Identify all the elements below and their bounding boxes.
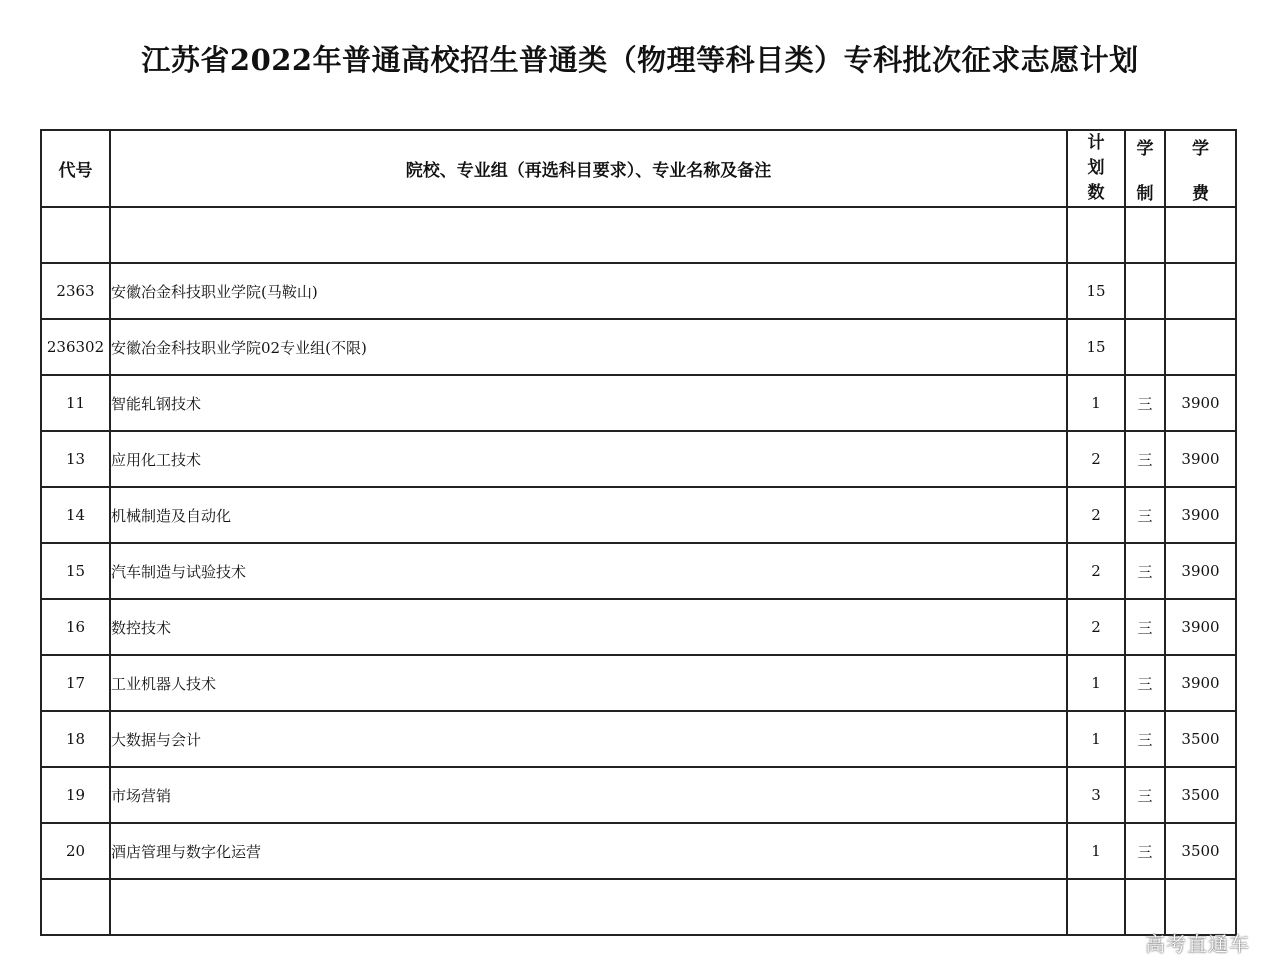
cell-fee: 3900 <box>1165 543 1236 599</box>
header-plan <box>1067 130 1125 207</box>
cell-name <box>110 207 1067 263</box>
header-code: 代号 <box>41 130 110 207</box>
table-row <box>41 823 1236 879</box>
cell-years: 三 <box>1125 767 1165 823</box>
table-row <box>41 655 1236 711</box>
cell-name: 汽车制造与试验技术 <box>110 543 1067 599</box>
header-years-char: 制 <box>1136 183 1154 204</box>
table-row <box>41 711 1236 767</box>
cell-plan: 3 <box>1067 767 1125 823</box>
cell-fee <box>1165 207 1236 263</box>
cell-plan: 1 <box>1067 655 1125 711</box>
cell-name: 安徽冶金科技职业学院02专业组(不限) <box>110 319 1067 375</box>
cell-name: 应用化工技术 <box>110 431 1067 487</box>
header-fee <box>1165 130 1236 207</box>
cell-plan: 15 <box>1067 263 1125 319</box>
cell-name: 智能轧钢技术 <box>110 375 1067 431</box>
cell-plan: 2 <box>1067 431 1125 487</box>
cell-code: 16 <box>41 599 110 655</box>
cell-code: 11 <box>41 375 110 431</box>
page-title: 江苏省2022年普通高校招生普通类（物理等科目类）专科批次征求志愿计划 <box>141 43 1139 77</box>
cell-code: 2363 <box>41 263 110 319</box>
table-row <box>41 319 1236 375</box>
cell-name: 机械制造及自动化 <box>110 487 1067 543</box>
header-name: 院校、专业组（再选科目要求）、专业名称及备注 <box>110 130 1067 207</box>
cell-code: 19 <box>41 767 110 823</box>
cell-name: 数控技术 <box>110 599 1067 655</box>
header-years <box>1125 130 1165 207</box>
watermark: 高考直通车 <box>1145 932 1250 956</box>
cell-fee: 3900 <box>1165 375 1236 431</box>
cell-plan <box>1067 879 1125 935</box>
table-row <box>41 263 1236 319</box>
cell-years: 三 <box>1125 431 1165 487</box>
table-row <box>41 375 1236 431</box>
header-fee-char: 学 <box>1192 138 1209 159</box>
cell-name <box>110 879 1067 935</box>
cell-name: 市场营销 <box>110 767 1067 823</box>
cell-fee: 3900 <box>1165 431 1236 487</box>
cell-years <box>1125 319 1165 375</box>
cell-years: 三 <box>1125 487 1165 543</box>
cell-name: 大数据与会计 <box>110 711 1067 767</box>
cell-plan <box>1067 207 1125 263</box>
cell-years: 三 <box>1125 543 1165 599</box>
cell-fee: 3500 <box>1165 767 1236 823</box>
table-row <box>41 431 1236 487</box>
table-row <box>41 487 1236 543</box>
cell-fee <box>1165 319 1236 375</box>
cell-code: 15 <box>41 543 110 599</box>
cell-years <box>1125 879 1165 935</box>
cell-years: 三 <box>1125 599 1165 655</box>
header-plan-char: 划 <box>1087 158 1105 178</box>
cell-code: 13 <box>41 431 110 487</box>
header-fee-char: 费 <box>1192 183 1209 204</box>
table-row <box>41 599 1236 655</box>
header-plan-char: 计 <box>1087 133 1105 153</box>
table-header-row <box>41 130 1236 207</box>
cell-code: 17 <box>41 655 110 711</box>
cell-fee <box>1165 263 1236 319</box>
cell-fee: 3500 <box>1165 711 1236 767</box>
table-row <box>41 767 1236 823</box>
cell-years <box>1125 207 1165 263</box>
cell-code <box>41 879 110 935</box>
cell-name: 工业机器人技术 <box>110 655 1067 711</box>
cell-name: 安徽冶金科技职业学院(马鞍山) <box>110 263 1067 319</box>
cell-plan: 15 <box>1067 319 1125 375</box>
cell-code: 14 <box>41 487 110 543</box>
cell-fee <box>1165 879 1236 935</box>
cell-fee: 3900 <box>1165 599 1236 655</box>
cell-plan: 2 <box>1067 599 1125 655</box>
cell-code: 236302 <box>41 319 110 375</box>
cell-years: 三 <box>1125 823 1165 879</box>
cell-years <box>1125 263 1165 319</box>
cell-plan: 2 <box>1067 543 1125 599</box>
cell-code: 20 <box>41 823 110 879</box>
table-row <box>41 879 1236 935</box>
cell-fee: 3900 <box>1165 655 1236 711</box>
cell-plan: 1 <box>1067 375 1125 431</box>
header-plan-char: 数 <box>1087 183 1105 203</box>
cell-code <box>41 207 110 263</box>
cell-years: 三 <box>1125 711 1165 767</box>
cell-plan: 2 <box>1067 487 1125 543</box>
cell-years: 三 <box>1125 655 1165 711</box>
cell-plan: 1 <box>1067 823 1125 879</box>
header-years-char: 学 <box>1136 138 1154 159</box>
table-row <box>41 207 1236 263</box>
enrollment-plan-table <box>40 129 1237 936</box>
cell-years: 三 <box>1125 375 1165 431</box>
cell-name: 酒店管理与数字化运营 <box>110 823 1067 879</box>
cell-plan: 1 <box>1067 711 1125 767</box>
cell-fee: 3500 <box>1165 823 1236 879</box>
table-row <box>41 543 1236 599</box>
cell-code: 18 <box>41 711 110 767</box>
cell-fee: 3900 <box>1165 487 1236 543</box>
